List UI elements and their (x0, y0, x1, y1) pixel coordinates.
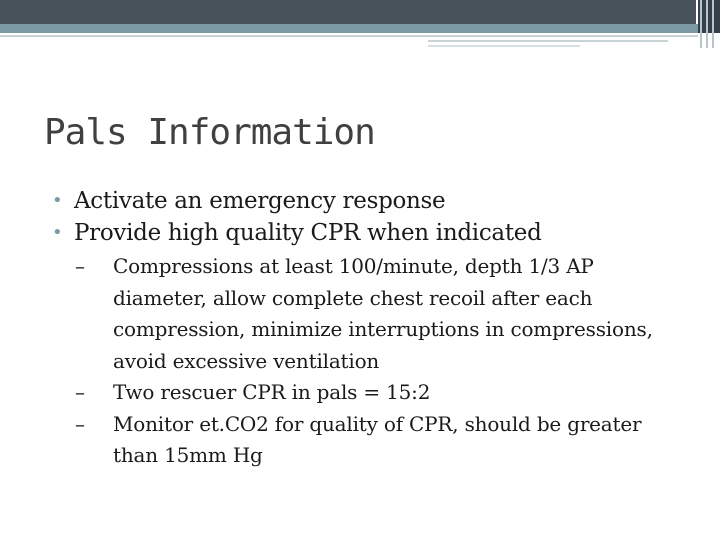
bullet-marker: • (52, 190, 63, 211)
sub-bullet-text: Monitor et.CO2 for quality of CPR, should be greater than 15mm Hg (113, 411, 642, 467)
slide-body (52, 185, 702, 472)
dash-marker: – (75, 254, 85, 278)
bullet-text: Activate an emergency response (74, 188, 446, 214)
bullet-item (52, 217, 702, 249)
corner-stripe (712, 0, 714, 48)
bullet-item (52, 185, 702, 217)
corner-stripe (706, 0, 708, 48)
header-accent-bar (0, 24, 720, 33)
header-bar (0, 0, 696, 24)
sub-bullet-text: Compressions at least 100/minute, depth 1/3 AP diameter, allow complete chest recoil after each compression, minimize interruptions in compressions, avoid excessive ventilation (113, 254, 653, 373)
decor-line (0, 35, 698, 37)
corner-stripe (700, 0, 702, 48)
sub-bullet-item (75, 251, 702, 377)
bullet-text: Provide high quality CPR when indicated (74, 220, 542, 246)
decor-line (428, 40, 668, 42)
decor-line (428, 45, 580, 47)
bullet-marker: • (52, 222, 63, 243)
dash-marker: – (75, 411, 85, 436)
dash-marker: – (75, 380, 85, 404)
slide-title: Pals Information (44, 112, 375, 153)
sub-bullet-list (75, 251, 702, 472)
sub-bullet-item (75, 377, 702, 409)
sub-bullet-text: Two rescuer CPR in pals = 15:2 (113, 380, 431, 404)
sub-bullet-item (75, 409, 702, 472)
